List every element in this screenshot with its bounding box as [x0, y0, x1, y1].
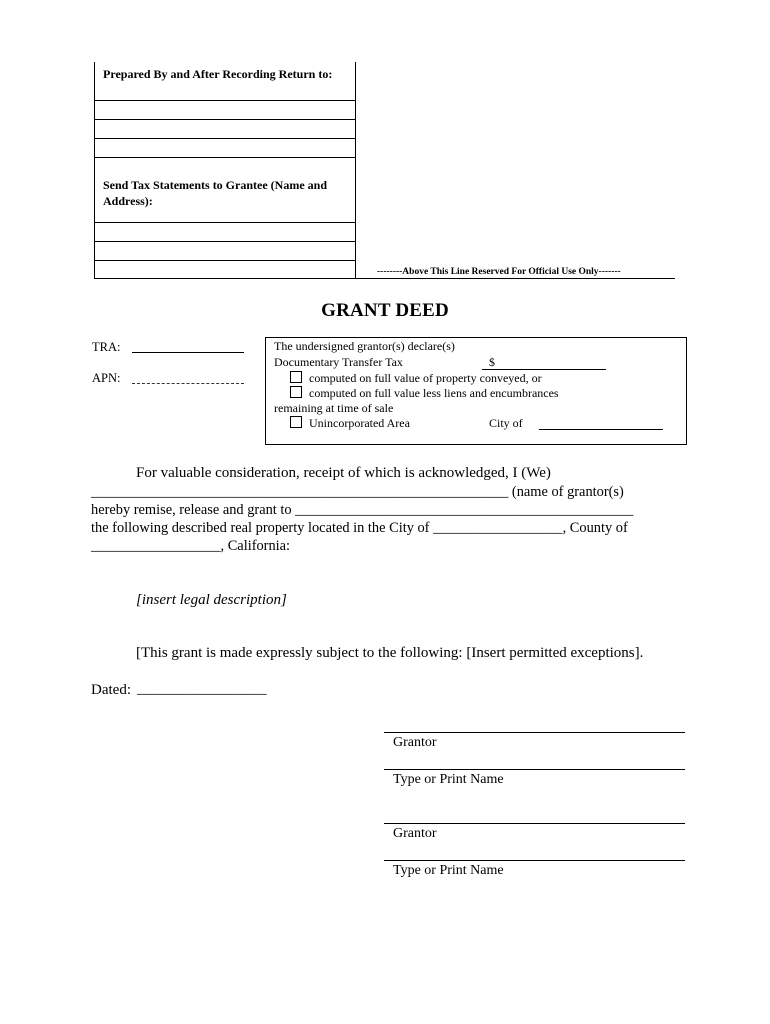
send-tax-line-2[interactable]: [94, 241, 355, 242]
official-use-line: [355, 278, 675, 279]
option-less-liens-label: computed on full value less liens and encumbrances: [309, 386, 559, 400]
prepared-by-line-1[interactable]: [94, 100, 355, 101]
dated-field[interactable]: __________________: [137, 681, 267, 697]
tra-label: TRA:: [92, 340, 121, 354]
grantor-signature-line-2[interactable]: [384, 823, 685, 824]
checkbox-less-liens[interactable]: [290, 386, 302, 398]
print-name-line-1[interactable]: [384, 769, 685, 770]
page-title: GRANT DEED: [321, 300, 449, 321]
prepared-by-line-3[interactable]: [94, 138, 355, 139]
city-of-field[interactable]: [539, 429, 663, 430]
option-less-liens[interactable]: [290, 386, 559, 401]
grantee-line[interactable]: hereby remise, release and grant to _______________________________________________: [91, 502, 634, 518]
print-name-label-1: Type or Print Name: [393, 772, 504, 787]
checkbox-full-value[interactable]: [290, 371, 302, 383]
tra-field[interactable]: [132, 352, 244, 353]
grantor-signature-line-1[interactable]: [384, 732, 685, 733]
official-use-notice: --------Above This Line Reserved For Official Use Only-------: [377, 267, 621, 277]
city-county-line[interactable]: the following described real property located in the City of __________________, County of: [91, 520, 628, 536]
send-tax-line-1[interactable]: [94, 222, 355, 223]
checkbox-unincorporated[interactable]: [290, 416, 302, 428]
option-unincorporated-label: Unincorporated Area: [309, 416, 410, 430]
apn-field[interactable]: [132, 383, 244, 384]
tax-amount-field[interactable]: [482, 369, 606, 370]
recording-box: [94, 62, 356, 279]
print-name-label-2: Type or Print Name: [393, 863, 504, 878]
dollar-sign: $: [489, 355, 495, 369]
prepared-by-label: Prepared By and After Recording Return to:: [103, 67, 333, 81]
grantor-name-line[interactable]: __________________________________________________________ (name of grantor(s): [91, 484, 624, 500]
option-unincorporated[interactable]: [290, 416, 410, 431]
option-full-value-label: computed on full value of property conveyed, or: [309, 371, 542, 385]
apn-label: APN:: [92, 371, 121, 385]
permitted-exceptions: [This grant is made expressly subject to the following: [Insert permitted exceptions].: [136, 645, 644, 661]
grantor-label-2: Grantor: [393, 826, 437, 841]
send-tax-line-3[interactable]: [94, 260, 355, 261]
option-less-liens-cont: remaining at time of sale: [274, 401, 394, 415]
send-tax-label: Send Tax Statements to Grantee (Name and Address):: [103, 178, 327, 208]
tax-label: Documentary Transfer Tax: [274, 355, 403, 369]
legal-description: [insert legal description]: [136, 592, 287, 608]
california-line[interactable]: __________________, California:: [91, 538, 291, 554]
dated-label: Dated:: [91, 682, 131, 698]
prepared-by-line-4[interactable]: [94, 157, 355, 158]
consideration-text: For valuable consideration, receipt of which is acknowledged, I (We): [136, 465, 551, 481]
prepared-by-line-2[interactable]: [94, 119, 355, 120]
grantor-label-1: Grantor: [393, 735, 437, 750]
city-of-label: City of: [489, 416, 523, 430]
print-name-line-2[interactable]: [384, 860, 685, 861]
option-full-value[interactable]: [290, 371, 542, 386]
tax-declare-text: The undersigned grantor(s) declare(s): [274, 339, 455, 353]
